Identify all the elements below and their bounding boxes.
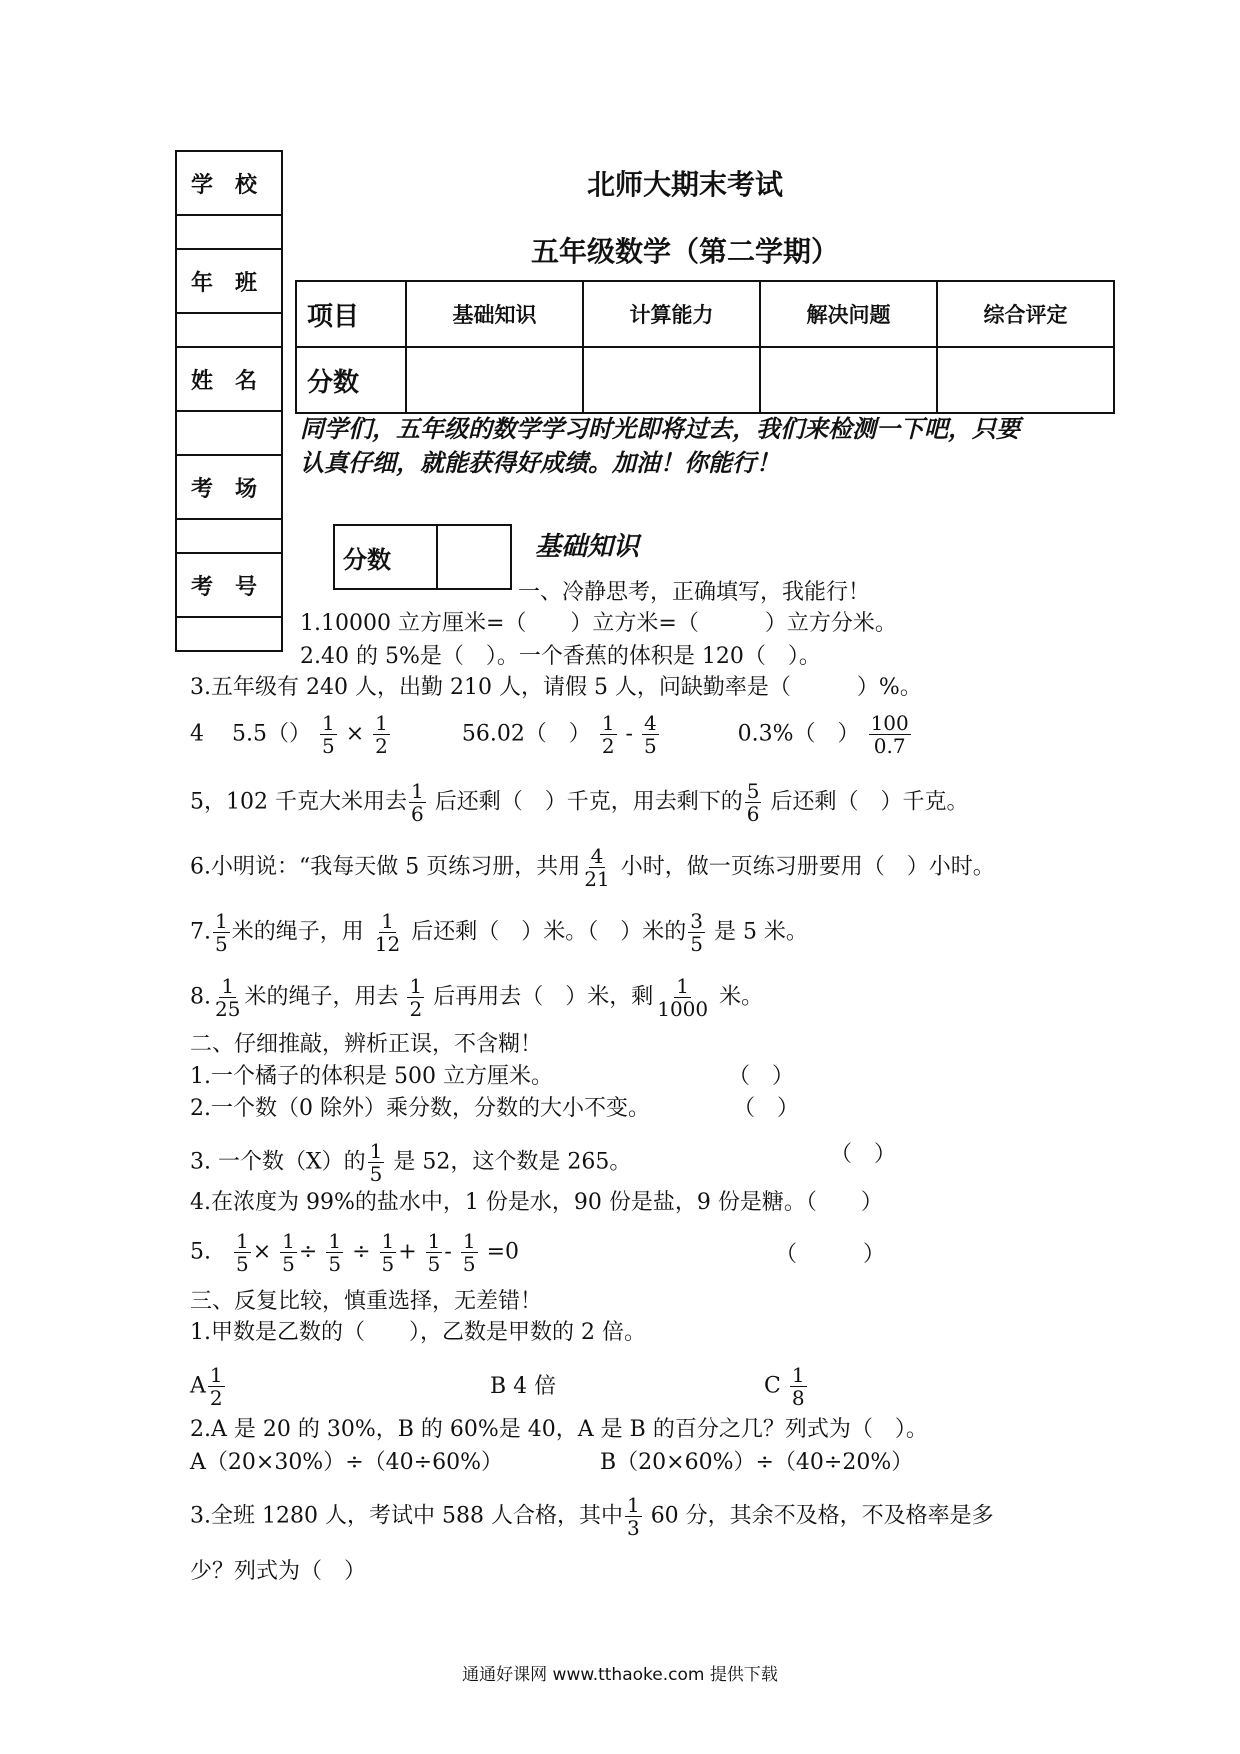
score-solve-cell[interactable] — [760, 347, 937, 413]
col-calc: 计算能力 — [583, 281, 760, 347]
q2: 2.40 的 5%是（ ）。一个香蕉的体积是 120（ ）。 — [300, 644, 821, 669]
q6: 6.小明说：“我每天做 5 页练习册，共用 $\frac{4}{21}$ 小时，做一页练习册要用（ ）小时。 — [190, 844, 995, 891]
q8: 8. $\frac{1}{25}$ 米的绳子，用去 $\frac{1}{2}$ 后再用去（ ）米，剩 $\frac{1}{1000}$ 米。 — [190, 974, 764, 1021]
room-field[interactable] — [177, 520, 281, 554]
j5: 5. $\frac{1}{5}$ × $\frac{1}{5}$ ÷ $\frac{1}{5}$ ÷ $\frac{1}{5}$ + $\frac{1}{5}$ - $\frac{1}{5}$ =0 — [190, 1229, 520, 1276]
fraction: $\frac{1}{25}$ — [215, 974, 241, 1021]
col-basic: 基础知识 — [406, 281, 583, 347]
section-score-label: 分数 — [334, 525, 437, 589]
school-label: 学 校 — [191, 172, 258, 198]
room-label: 考 场 — [191, 476, 258, 502]
score-calc-cell[interactable] — [583, 347, 760, 413]
fraction: $\frac{5}{6}$ — [746, 779, 760, 826]
c1-option-b: B 4 倍 — [490, 1374, 557, 1399]
j1: 1.一个橘子的体积是 500 立方厘米。 — [190, 1064, 553, 1089]
intro-text — [300, 412, 1020, 480]
fraction: $\frac{3}{5}$ — [690, 909, 703, 956]
intro-line-1: 同学们，五年级的数学学习时光即将过去，我们来检测一下吧，只要 — [300, 415, 1020, 443]
class-field[interactable] — [177, 314, 281, 348]
score-header: 分数 — [296, 347, 406, 413]
j2: 2.一个数（0 除外）乘分数，分数的大小不变。 — [190, 1096, 650, 1121]
c2-option-a: A（20×30%）÷（40÷60%） — [190, 1450, 503, 1475]
room-label-cell — [177, 456, 281, 520]
section-score-cell[interactable] — [437, 525, 511, 589]
fraction: $\frac{1}{5}$ — [381, 1229, 395, 1276]
item-header: 项目 — [296, 281, 406, 347]
q5: 5，102 千克大米用去 $\frac{1}{6}$ 后还剩（ ）千克，用去剩下的 $\frac{5}{6}$ 后还剩（ ）千克。 — [190, 779, 969, 826]
fraction: $\frac{1}{2}$ — [209, 1363, 223, 1410]
fraction: $\frac{1}{5}$ — [328, 1229, 342, 1276]
footer-text: 通通好课网 www.tthaoke.com 提供下载 — [462, 1665, 778, 1685]
name-label: 姓 名 — [191, 368, 258, 394]
fraction: $\frac{1}{5}$ — [321, 711, 335, 758]
page-title: 北师大期末考试 — [586, 168, 783, 201]
student-info-table — [175, 150, 283, 652]
fraction: $\frac{1}{12}$ — [374, 909, 401, 956]
fraction: $\frac{100}{0.7}$ — [870, 711, 909, 758]
fraction: $\frac{1}{5}$ — [369, 1139, 383, 1186]
fraction: $\frac{1}{2}$ — [601, 711, 615, 758]
class-label: 年 班 — [191, 270, 258, 296]
fraction: $\frac{1}{5}$ — [282, 1229, 295, 1276]
fraction: $\frac{1}{5}$ — [462, 1229, 476, 1276]
score-total-cell[interactable] — [937, 347, 1114, 413]
part3-title: 三、反复比较，慎重选择，无差错！ — [190, 1289, 543, 1314]
q4-number: 4 — [190, 721, 204, 747]
fraction: $\frac{1}{5}$ — [427, 1229, 441, 1276]
c3-continued: 少？列式为（ ） — [190, 1559, 367, 1584]
score-basic-cell[interactable] — [406, 347, 583, 413]
section-title: 基础知识 — [535, 532, 640, 562]
fraction: $\frac{1}{6}$ — [410, 779, 424, 826]
fraction: $\frac{4}{21}$ — [584, 844, 610, 891]
q4-a: 5.5（） — [231, 721, 311, 747]
fraction: $\frac{1}{8}$ — [791, 1363, 805, 1410]
part2-title: 二、仔细推敲，辨析正误，不含糊！ — [190, 1032, 543, 1057]
fraction: $\frac{1}{2}$ — [409, 974, 423, 1021]
name-field[interactable] — [177, 412, 281, 456]
q4: 4 5.5（） $\frac{1}{5}$ × $\frac{1}{2}$ 56.02（ ） $\frac{1}{2}$ - $\frac{4}{5}$ 0.3%（ ） $\frac{100}{0.7}$ — [190, 711, 909, 758]
fraction: $\frac{1}{2}$ — [375, 711, 388, 758]
part1-title: 一、冷静思考，正确填写，我能行！ — [518, 580, 871, 605]
q4-b: 56.02（ ） — [461, 721, 591, 747]
q7: 7. $\frac{1}{5}$ 米的绳子，用 $\frac{1}{12}$ 后还剩（ ）米。（ ）米的 $\frac{3}{5}$ 是 5 米。 — [190, 909, 808, 956]
name-label-cell — [177, 348, 281, 412]
q3: 3.五年级有 240 人，出勤 210 人，请假 5 人，问缺勤率是（ ）%。 — [190, 675, 922, 700]
j5-answer[interactable]: （ ） — [775, 1242, 886, 1267]
page-subtitle: 五年级数学（第二学期） — [530, 235, 839, 268]
intro-line-2: 认真仔细，就能获得好成绩。加油！你能行！ — [300, 449, 780, 477]
c1: 1.甲数是乙数的（ ），乙数是甲数的 2 倍。 — [190, 1320, 646, 1345]
exam-no-label: 考 号 — [191, 574, 258, 600]
c2: 2.A 是 20 的 30%，B 的 60%是 40，A 是 B 的百分之几？列式为（ ）。 — [190, 1417, 928, 1442]
exam-no-label-cell — [177, 554, 281, 618]
j4: 4.在浓度为 99%的盐水中，1 份是水，90 份是盐，9 份是糖。（ ） — [190, 1190, 883, 1215]
c1-option-c: C $\frac{1}{8}$ — [764, 1363, 805, 1410]
c1-options: A $\frac{1}{2}$ — [190, 1363, 223, 1410]
j1-answer[interactable]: （ ） — [728, 1064, 795, 1089]
j3: 3. 一个数（X）的 $\frac{1}{5}$ 是 52，这个数是 265。 — [190, 1139, 632, 1186]
c3: 3.全班 1280 人，考试中 588 人合格，其中 $\frac{1}{3}$ 60 分，其余不及格，不及格率是多 — [190, 1493, 994, 1540]
section-score-box — [333, 524, 512, 590]
j3-answer[interactable]: （ ） — [830, 1142, 897, 1167]
fraction: $\frac{1}{5}$ — [235, 1229, 249, 1276]
fraction: $\frac{1}{1000}$ — [657, 974, 709, 1021]
fraction: $\frac{1}{3}$ — [626, 1493, 640, 1540]
c2-option-b: B（20×60%）÷（40÷20%） — [600, 1450, 914, 1475]
q4-c: 0.3%（ ） — [737, 721, 860, 747]
col-solve: 解决问题 — [760, 281, 937, 347]
col-total: 综合评定 — [937, 281, 1114, 347]
score-table — [295, 280, 1115, 414]
j2-answer[interactable]: （ ） — [733, 1096, 800, 1121]
fraction: $\frac{1}{5}$ — [215, 909, 228, 956]
exam-no-field[interactable] — [177, 618, 281, 650]
q1: 1.10000 立方厘米=（ ）立方米=（ ）立方分米。 — [300, 611, 897, 636]
fraction: $\frac{4}{5}$ — [643, 711, 657, 758]
